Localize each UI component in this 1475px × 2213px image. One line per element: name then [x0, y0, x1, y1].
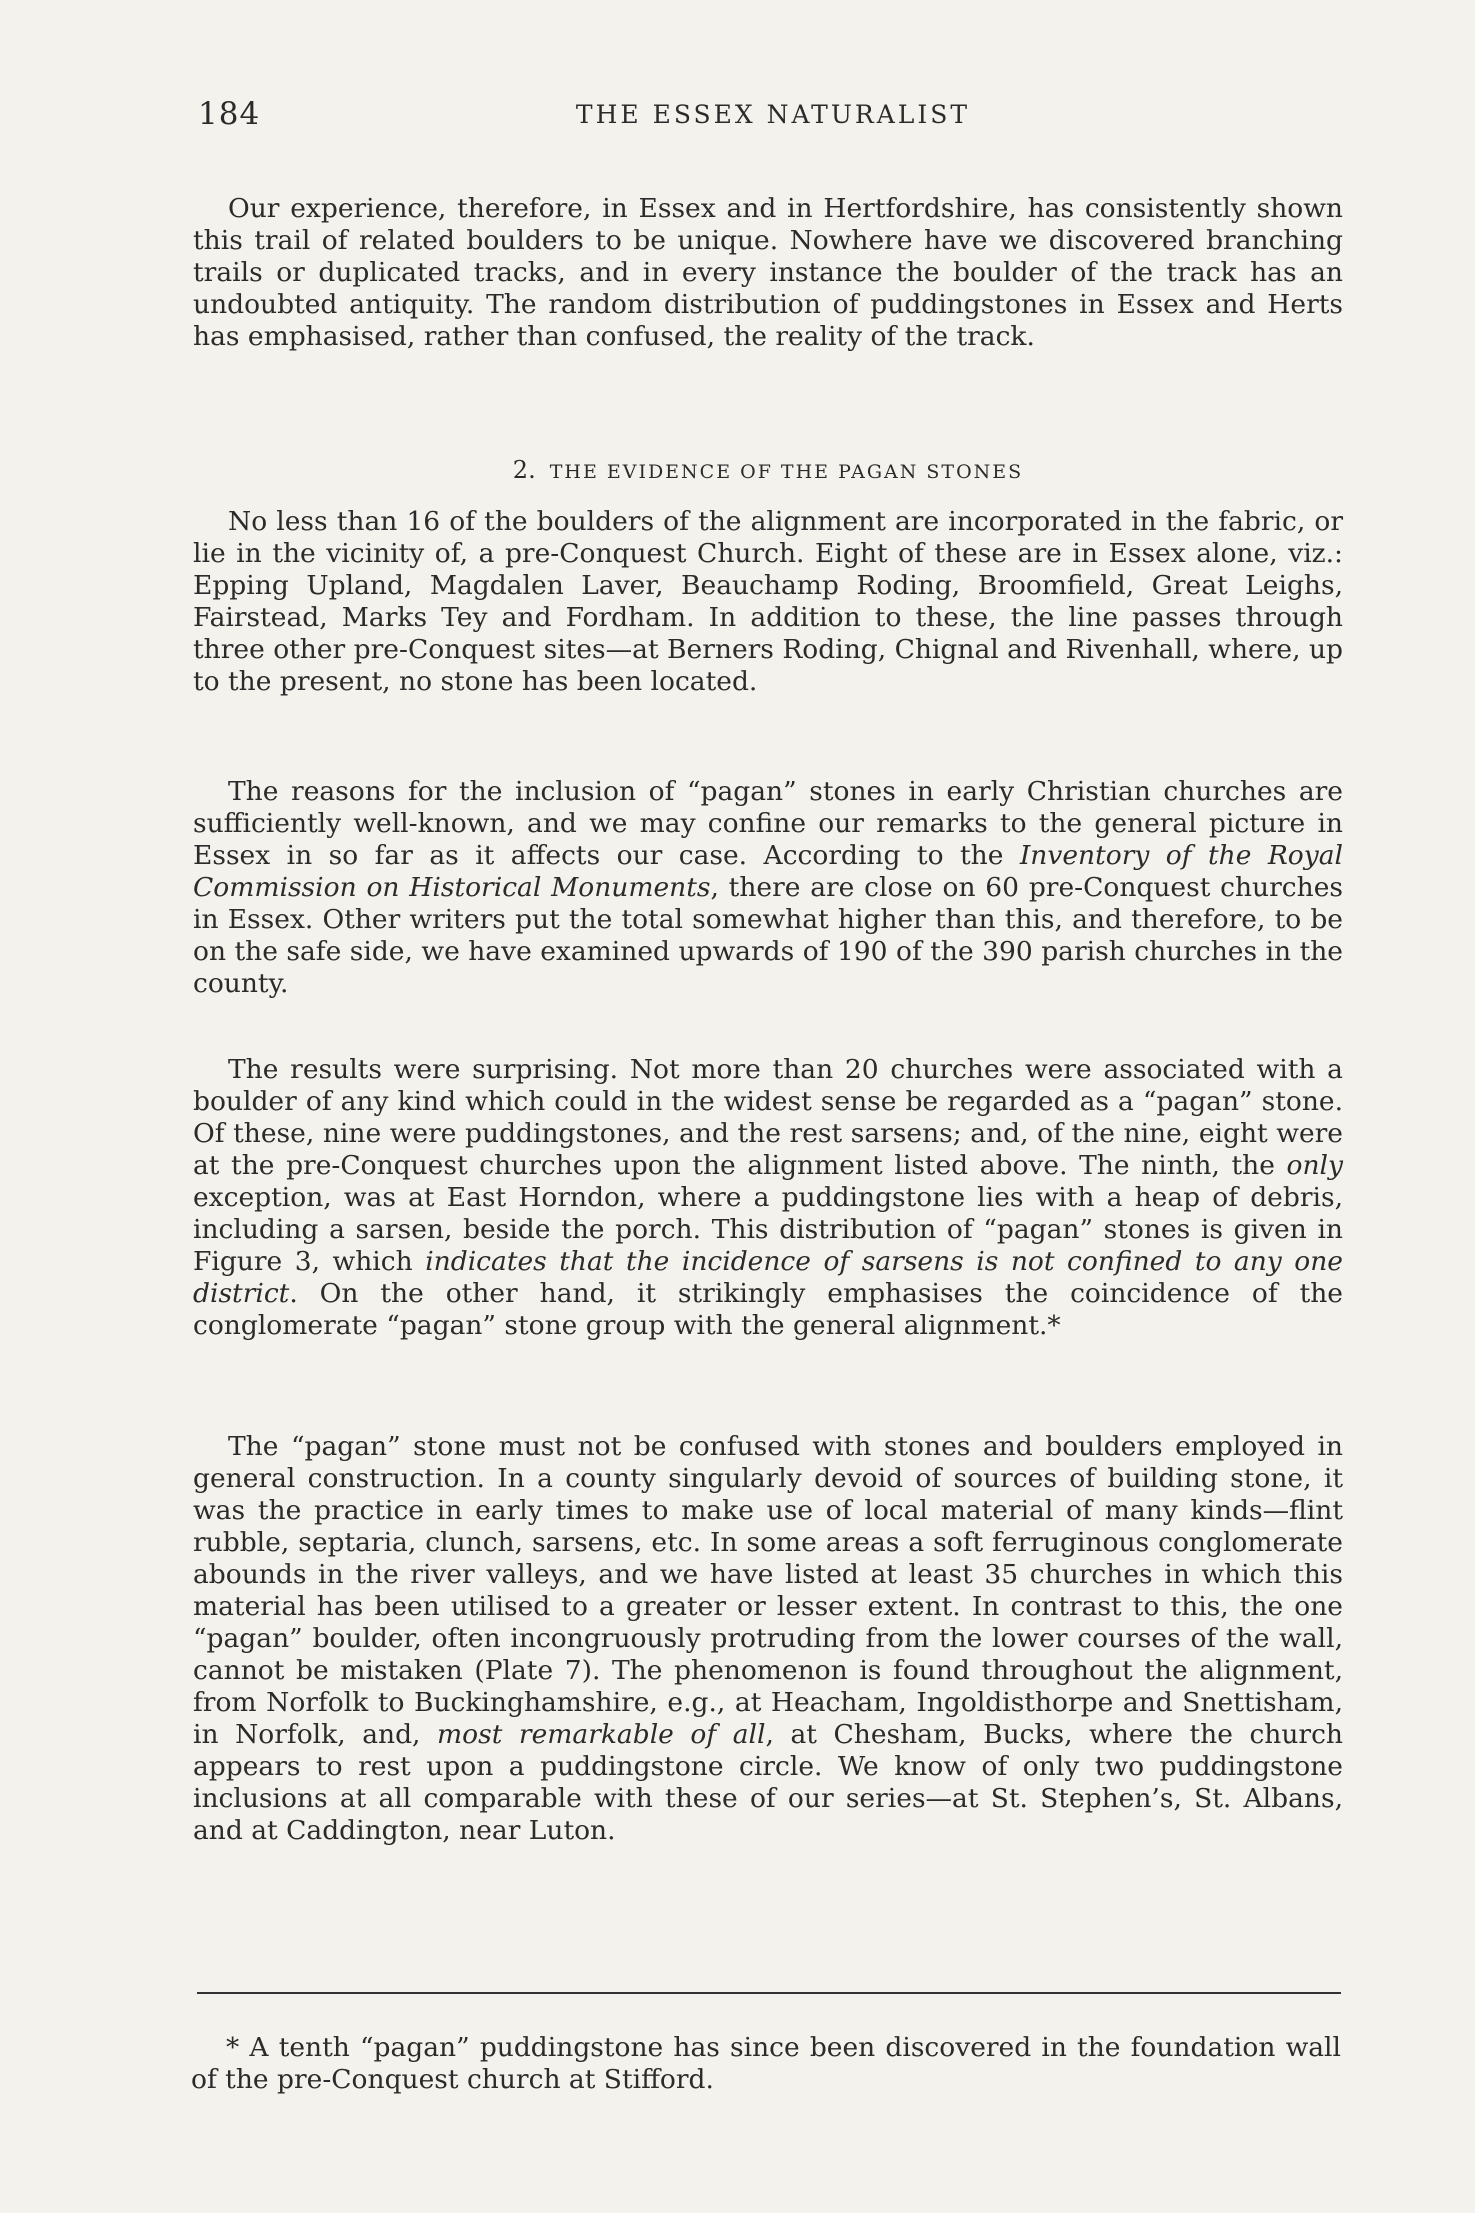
paragraph-4-text-b: , at Chesham, Bucks, where the church appears to rest upon a puddingstone circle. We know of only two puddingstone inclusions at all comparable with these of our series—at St. Stephen’s, St. Albans, and at Caddington, near Luton. [193, 1719, 1343, 1846]
page-number: 184 [198, 96, 261, 132]
paragraph-4-block [193, 1431, 1343, 1847]
running-head: THE ESSEX NATURALIST [575, 100, 971, 129]
paragraph-3 [193, 1054, 1343, 1342]
paragraph-1: No less than 16 of the boulders of the alignment are incorporated in the fabric, or lie in the vicinity of, a pre-Conquest Church. Eight of these are in Essex alone, viz.: Epping Upland, Magdalen Laver, Beauchamp Roding, Broomfield, Great Leighs, Fairstead, Marks Tey and Fordham. In addition to these, the line passes through three other pre-Conquest sites—at Berners Roding, Chignal and Rivenhall, where, up to the present, no stone has been located. [193, 506, 1343, 697]
paragraph-2-text-a: The reasons for the inclusion of “pagan” stones in early Christian churches are sufficiently well-known, and we may confine our remarks to the general picture in Essex in so far as it affects our case. According to the [193, 776, 1343, 871]
paragraph-2-text-b: , there are close on 60 pre-Conquest churches in Essex. Other writers put the total somewhat higher than this, and therefore, to be on the safe side, we have examined upwards of 190 of the 390 parish churches in the county. [193, 872, 1343, 999]
paragraph-4-text-a: The “pagan” stone must not be confused with stones and boulders employed in general construction. In a county singularly devoid of sources of building stone, it was the practice in early times to make use of local material of many kinds—flint rubble, septaria, clunch, sarsens, etc. In some areas a soft ferruginous conglomerate abounds in the river valleys, and we have listed at least 35 churches in which this material has been utilised to a greater or lesser extent. In contrast to this, the one “pagan” boulder, often incongruously protruding from the lower courses of the wall, cannot be mistaken (Plate 7). The phenomenon is found throughout the alignment, from Norfolk to Buckinghamshire, e.g., at Heacham, Ingoldisthorpe and Snettisham, in Norfolk, and, [193, 1431, 1343, 1750]
paragraph-1-block [193, 506, 1343, 698]
paragraph-3-block [193, 1054, 1343, 1342]
intro-paragraph-block [193, 193, 1343, 353]
section-heading [193, 456, 1343, 484]
inventory-title: Inventory of the Royal Commission on Historical Monuments [193, 840, 1343, 903]
paragraph-3-text-c: . On the other hand, it strikingly emphasises the coincidence of the conglomerate “pagan” stone group with the general alignment.* [193, 1278, 1343, 1341]
paragraph-2 [193, 776, 1343, 1000]
emphasis-only: only [1286, 1150, 1343, 1181]
footnote: * A tenth “pagan” puddingstone has since been discovered in the foundation wall of the pre-Conquest church at Stifford. [191, 2032, 1341, 2095]
section-title: THE EVIDENCE OF THE PAGAN STONES [549, 461, 1024, 483]
footnote-divider [197, 1992, 1341, 1994]
intro-paragraph: Our experience, therefore, in Essex and in Hertfordshire, has consistently shown this trail of related boulders to be unique. Nowhere have we discovered branching trails or duplicated tracks, and in every instance the boulder of the track has an undoubted antiquity. The random distribution of puddingstones in Essex and Herts has emphasised, rather than confused, the reality of the track. [193, 193, 1343, 352]
emphasis-sarsens: indicates that the incidence of sarsens is not confined to any one district [193, 1246, 1343, 1309]
paragraph-3-text-b: exception, was at East Horndon, where a puddingstone lies with a heap of debris, including a sarsen, beside the porch. This distribution of “pagan” stones is given in Figure 3, which [193, 1182, 1343, 1277]
paragraph-3-text-a: The results were surprising. Not more than 20 churches were associated with a boulder of any kind which could in the widest sense be regarded as a “pagan” stone. Of these, nine were puddingstones, and the rest sarsens; and, of the nine, eight were at the pre-Conquest churches upon the alignment listed above. The ninth, the [193, 1054, 1343, 1181]
paragraph-2-block [193, 776, 1343, 1000]
section-number: 2. [512, 456, 536, 484]
paragraph-4 [193, 1431, 1343, 1847]
page-header [198, 96, 1348, 136]
emphasis-most-remarkable: most remarkable of all [437, 1719, 766, 1750]
